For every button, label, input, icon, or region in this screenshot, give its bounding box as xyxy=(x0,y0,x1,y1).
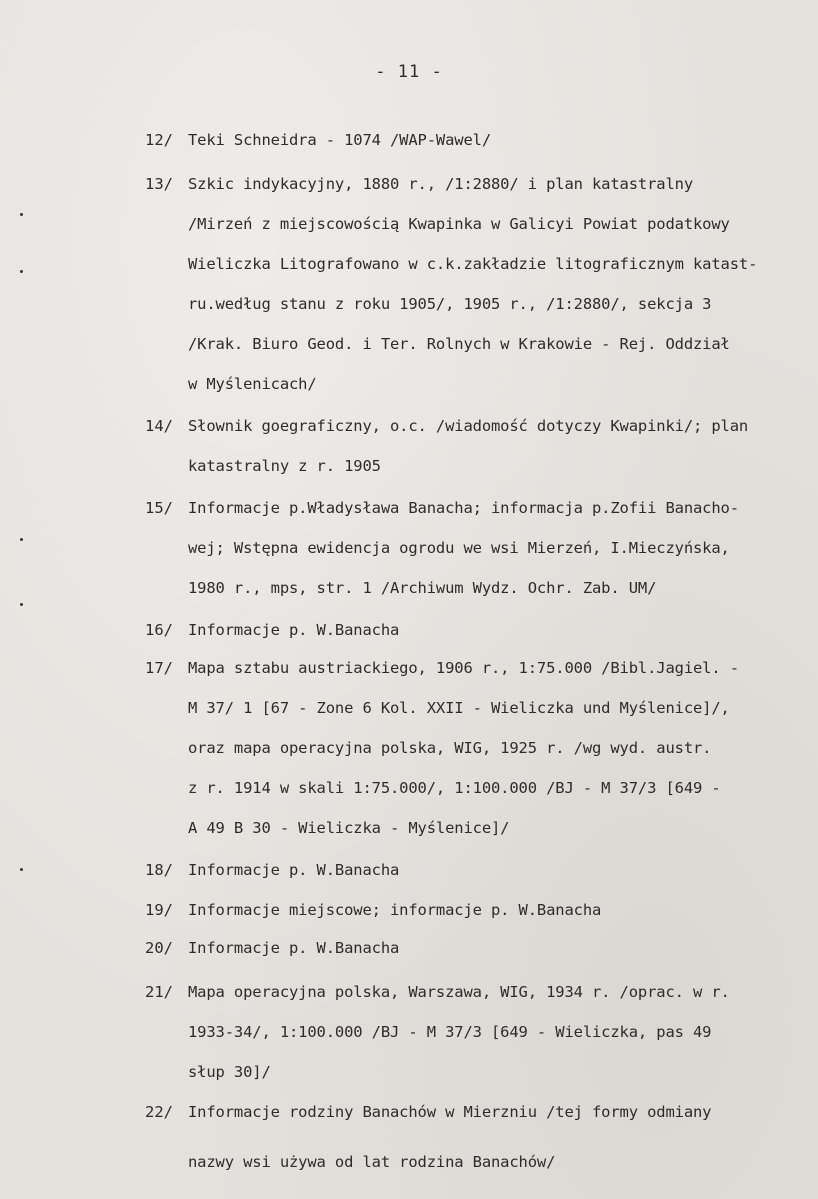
footnote-line: z r. 1914 w skali 1:75.000/, 1:100.000 /BJ - M 37/3 [649 - xyxy=(188,779,721,797)
footnote-line: katastralny z r. 1905 xyxy=(188,457,381,475)
footnote-number: 13/ xyxy=(145,175,173,193)
footnote-line: Informacje miejscowe; informacje p. W.Banacha xyxy=(188,901,602,919)
footnote-number: 19/ xyxy=(145,901,173,919)
footnote-number: 18/ xyxy=(145,861,173,879)
page-number: - 11 - xyxy=(375,62,443,82)
footnote-number: 17/ xyxy=(145,659,173,677)
footnote-line: wej; Wstępna ewidencja ogrodu we wsi Mierzeń, I.Mieczyńska, xyxy=(188,539,730,557)
footnote-line: Teki Schneidra - 1074 /WAP-Wawel/ xyxy=(188,131,491,149)
footnote-line: Mapa operacyjna polska, Warszawa, WIG, 1934 r. /oprac. w r. xyxy=(188,983,730,1001)
footnote-line: Informacje rodziny Banachów w Mierzniu /tej formy odmiany xyxy=(188,1103,712,1121)
footnote-number: 21/ xyxy=(145,983,173,1001)
footnote-line: Informacje p. W.Banacha xyxy=(188,861,400,879)
footnote-line: słup 30]/ xyxy=(188,1063,271,1081)
footnote-number: 20/ xyxy=(145,939,173,957)
margin-punch-dot xyxy=(20,213,23,216)
footnote-number: 14/ xyxy=(145,417,173,435)
footnote-line: Szkic indykacyjny, 1880 r., /1:2880/ i plan katastralny xyxy=(188,175,693,193)
footnote-line: Mapa sztabu austriackiego, 1906 r., 1:75.000 /Bibl.Jagiel. - xyxy=(188,659,739,677)
footnote-line: Słownik goegraficzny, o.c. /wiadomość dotyczy Kwapinki/; plan xyxy=(188,417,749,435)
footnote-line: nazwy wsi używa od lat rodzina Banachów/ xyxy=(188,1153,556,1171)
footnote-line: /Krak. Biuro Geod. i Ter. Rolnych w Krakowie - Rej. Oddział xyxy=(188,335,730,353)
footnote-number: 16/ xyxy=(145,621,173,639)
footnote-line: Informacje p. W.Banacha xyxy=(188,621,400,639)
footnote-line: ru.według stanu z roku 1905/, 1905 r., /1:2880/, sekcja 3 xyxy=(188,295,712,313)
footnote-number: 22/ xyxy=(145,1103,173,1121)
footnote-line: A 49 B 30 - Wieliczka - Myślenice]/ xyxy=(188,819,510,837)
footnote-line: /Mirzeń z miejscowością Kwapinka w Galicyi Powiat podatkowy xyxy=(188,215,730,233)
footnote-line: 1980 r., mps, str. 1 /Archiwum Wydz. Ochr. Zab. UM/ xyxy=(188,579,657,597)
footnote-line: w Myślenicach/ xyxy=(188,375,317,393)
footnote-line: oraz mapa operacyjna polska, WIG, 1925 r. /wg wyd. austr. xyxy=(188,739,712,757)
footnote-number: 12/ xyxy=(145,131,173,149)
footnote-line: 1933-34/, 1:100.000 /BJ - M 37/3 [649 - Wieliczka, pas 49 xyxy=(188,1023,712,1041)
footnote-number: 15/ xyxy=(145,499,173,517)
footnote-line: Informacje p. W.Banacha xyxy=(188,939,400,957)
margin-punch-dot xyxy=(20,270,23,273)
footnote-line: M 37/ 1 [67 - Zone 6 Kol. XXII - Wieliczka und Myślenice]/, xyxy=(188,699,730,717)
margin-punch-dot xyxy=(20,603,23,606)
footnote-line: Wieliczka Litografowano w c.k.zakładzie litograficznym katast- xyxy=(188,255,758,273)
margin-punch-dot xyxy=(20,868,23,871)
margin-punch-dot xyxy=(20,538,23,541)
footnote-line: Informacje p.Władysława Banacha; informacja p.Zofii Banacho- xyxy=(188,499,739,517)
